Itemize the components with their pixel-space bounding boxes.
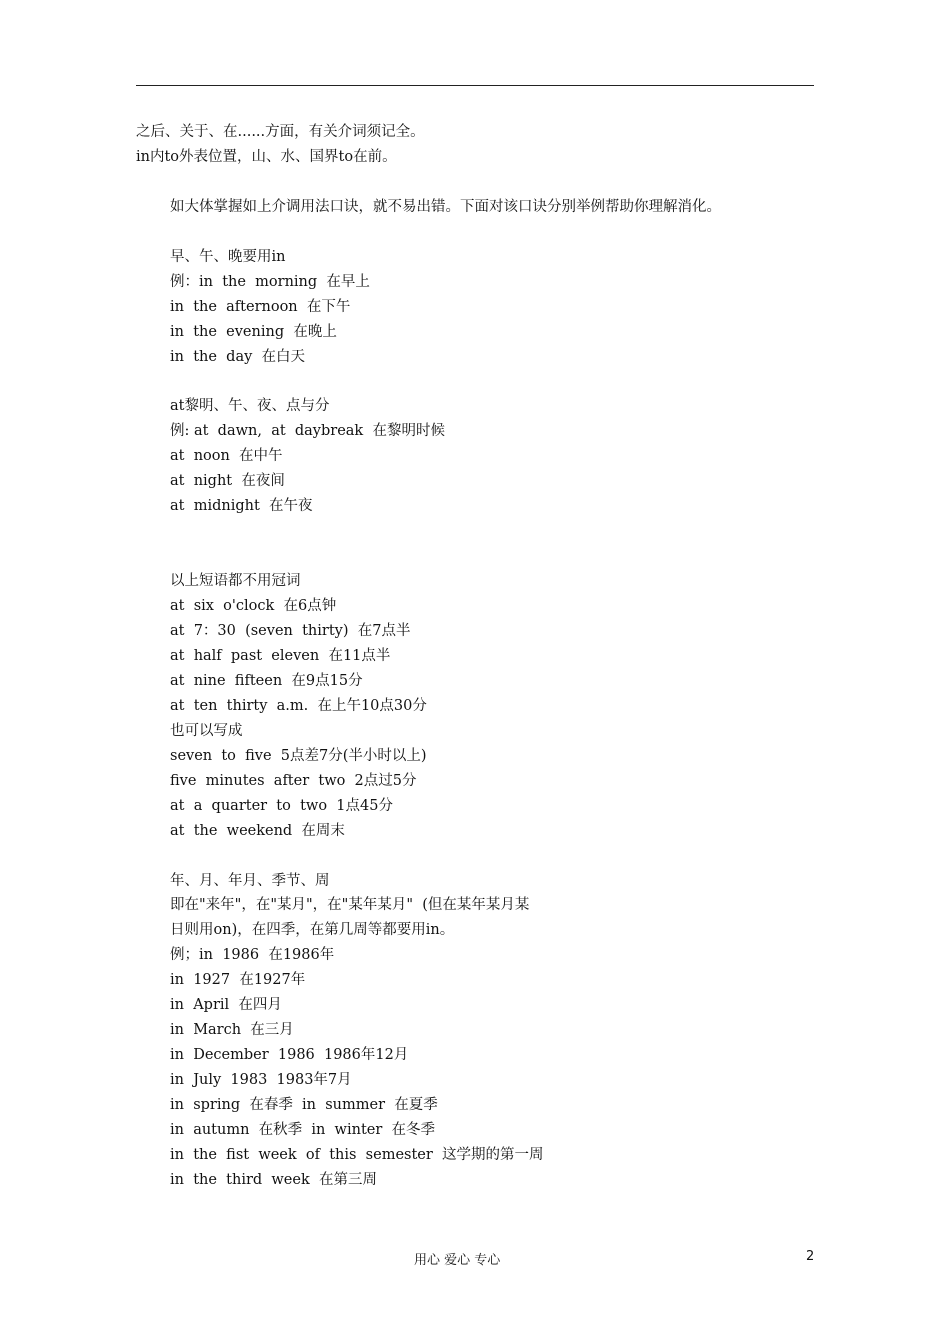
text-line: at midnight 在午夜 [170,498,313,515]
text-line: 早、午、晚要用in [170,248,286,265]
text-line: at six o'clock 在6点钟 [170,598,337,615]
text-line: 即在"来年"，在"某月"，在"某年某月" (但在某年某月某 [170,897,530,914]
text-line: at a quarter to two 1点45分 [170,797,393,814]
text-line: five minutes after two 2点过5分 [170,772,417,789]
text-line: 如大体掌握如上介调用法口诀，就不易出错。下面对该口诀分别举例帮助你理解消化。 [170,198,721,215]
text-line: at nine fifteen 在9点15分 [170,672,363,689]
text-line: 以上短语都不用冠词 [170,573,301,590]
text-line: in December 1986 1986年12月 [170,1047,409,1064]
text-line: seven to five 5点差7分(半小时以上) [170,747,427,764]
text-line: 例；in 1986 在1986年 [170,947,335,964]
text-line: at ten thirty a.m. 在上午10点30分 [170,697,427,714]
text-line: in the fist week of this semester 这学期的第一周 [170,1146,544,1163]
text-line: in the day 在白天 [170,348,305,365]
text-line: in the afternoon 在下午 [170,298,351,315]
text-line: at黎明、午、夜、点与分 [170,398,330,415]
text-line: in March 在三月 [170,1022,294,1039]
text-line: in autumn 在秋季 in winter 在冬季 [170,1122,436,1138]
text-line: at the weekend 在周末 [170,822,345,839]
text-line: in July 1983 1983年7月 [170,1072,352,1089]
text-line: 日则用on)，在四季，在第几周等都要用in。 [170,922,455,939]
page-number: 2 [806,1249,815,1264]
text-line: 也可以写成 [170,722,243,739]
text-line: at 7：30 (seven thirty) 在7点半 [170,623,411,639]
footer-motto: 用心 爱心 专心 [414,1253,501,1268]
text-line: at half past eleven 在11点半 [170,647,391,664]
text-line: 之后、关于、在......方面，有关介词须记全。 [136,124,425,140]
text-line: in spring 在春季 in summer 在夏季 [170,1097,438,1114]
text-line: in April 在四月 [170,997,282,1014]
header-rule [136,85,814,86]
text-line: in the evening 在晚上 [170,323,337,340]
text-line: at night 在夜间 [170,473,285,490]
text-line: in the third week 在第三周 [170,1171,377,1188]
text-line: in内to外表位置，山、水、国界to在前。 [136,148,397,165]
text-line: 年、月、年月、季节、周 [170,872,330,889]
text-line: 例: at dawn, at daybreak 在黎明时候 [170,423,445,440]
text-line: 例：in the morning 在早上 [170,273,370,290]
text-line: at noon 在中午 [170,448,283,465]
text-line: in 1927 在1927年 [170,972,306,989]
